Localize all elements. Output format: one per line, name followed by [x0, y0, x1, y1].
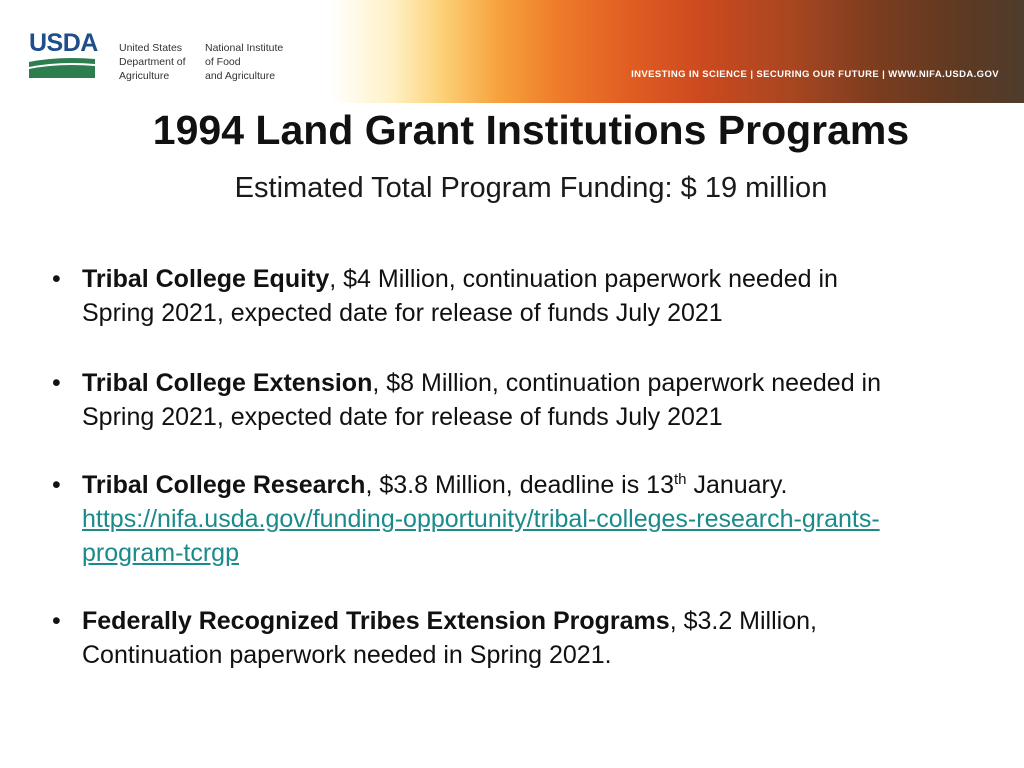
program-details: , $3.8 Million, deadline is 13 [365, 471, 674, 499]
program-name: Tribal College Equity [82, 265, 330, 293]
program-details-cont: Continuation paperwork needed in Spring 2021. [82, 641, 612, 669]
program-name: Federally Recognized Tribes Extension Programs [82, 607, 670, 635]
list-item-tribal-college-extension [52, 366, 1002, 434]
program-details: , $4 Million, continuation paperwork needed in [329, 265, 838, 293]
slide-title: 1994 Land Grant Institutions Programs [152, 107, 910, 153]
program-details-end: January. [686, 471, 788, 499]
org-name-nifa: National Institute of Food and Agriculture [205, 42, 284, 82]
program-details-cont: Spring 2021, expected date for release of funds July 2021 [82, 403, 723, 431]
program-name: Tribal College Research [82, 471, 366, 499]
bullet-icon: • [52, 369, 61, 397]
program-name: Tribal College Extension [82, 369, 373, 397]
program-details-cont: Spring 2021, expected date for release of funds July 2021 [82, 299, 723, 327]
bullet-icon: • [52, 607, 61, 635]
header-tagline: INVESTING IN SCIENCE | SECURING OUR FUTURE | WWW.NIFA.USDA.GOV [631, 69, 999, 80]
usda-logo [29, 29, 98, 78]
tcrgp-link[interactable]: https://nifa.usda.gov/funding-opportunity/tribal-colleges-research-grants- program-tcrgp [82, 505, 880, 567]
list-item-tribal-college-equity [52, 262, 1002, 330]
list-item-federally-recognized-tribes [52, 604, 1002, 672]
org-name-department: United States Department of Agriculture [119, 42, 186, 82]
program-details: , $8 Million, continuation paperwork needed in [372, 369, 882, 397]
ordinal-suffix: th [673, 471, 687, 488]
usda-logo-hills-icon [29, 56, 95, 78]
list-item-tribal-college-research [52, 468, 1002, 570]
bullet-icon: • [52, 471, 61, 499]
slide-subtitle: Estimated Total Program Funding: $ 19 million [234, 172, 828, 204]
program-details: , $3.2 Million, [669, 607, 817, 635]
bullet-icon: • [52, 265, 61, 293]
usda-logo-text: USDA [29, 29, 98, 57]
